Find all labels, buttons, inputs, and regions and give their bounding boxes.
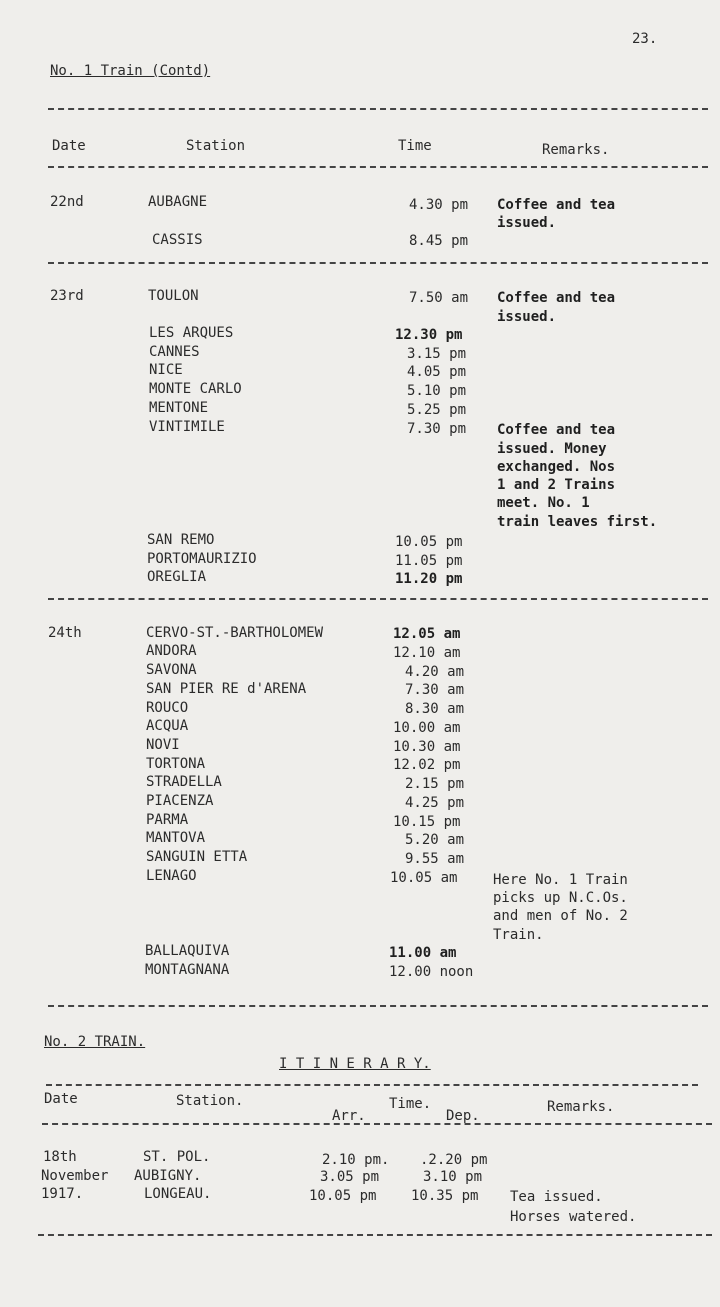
page-number: 23. <box>632 31 658 47</box>
station-cell: LES ARQUES <box>149 325 234 341</box>
station-cell: LENAGO <box>146 868 197 884</box>
date-cell: 1917. <box>41 1186 84 1202</box>
time-cell: 12.00 noon <box>389 964 474 980</box>
time-cell: 9.55 am <box>405 851 465 867</box>
station-cell: ACQUA <box>146 718 189 734</box>
time-cell: 10.05 am <box>390 870 458 886</box>
station-cell: AUBAGNE <box>148 194 208 210</box>
header-station: Station. <box>176 1093 244 1109</box>
date-cell: 24th <box>48 625 82 641</box>
divider <box>48 598 708 600</box>
station-cell: PIACENZA <box>146 793 214 809</box>
remark-line: issued. <box>497 309 557 325</box>
header-remarks: Remarks. <box>542 142 610 158</box>
time-cell: 4.20 am <box>405 664 465 680</box>
time-cell: 10.15 pm <box>393 814 461 830</box>
divider <box>46 1084 698 1086</box>
date-cell: 23rd <box>50 288 84 304</box>
station-cell: OREGLIA <box>147 569 207 585</box>
arr-cell: 3.05 pm <box>320 1169 380 1185</box>
date-cell: November <box>41 1168 109 1184</box>
header-dep: Dep. <box>446 1108 480 1124</box>
section-title: No. 1 Train (Contd) <box>50 63 211 79</box>
dep-cell: 3.10 pm <box>423 1169 483 1185</box>
remark-line: Here No. 1 Train <box>493 872 628 888</box>
divider <box>42 1123 712 1125</box>
time-cell: 5.20 am <box>405 832 465 848</box>
remark-line: Coffee and tea <box>497 197 616 213</box>
divider <box>48 166 708 168</box>
station-cell: ST. POL. <box>143 1149 211 1165</box>
dep-cell: 10.35 pm <box>411 1188 479 1204</box>
date-cell: 22nd <box>50 194 84 210</box>
date-cell: 18th <box>43 1149 77 1165</box>
time-cell: 12.30 pm <box>395 327 463 343</box>
remark-line: 1 and 2 Trains <box>497 477 616 493</box>
station-cell: MONTAGNANA <box>145 962 230 978</box>
station-cell: CERVO-ST.-BARTHOLOMEW <box>146 625 324 641</box>
time-cell: 11.20 pm <box>395 571 463 587</box>
itinerary-heading: I T I N E R A R Y. <box>279 1056 431 1072</box>
station-cell: SAN REMO <box>147 532 215 548</box>
remark-line: train leaves first. <box>497 514 658 530</box>
time-cell: 4.05 pm <box>407 364 467 380</box>
arr-cell: 2.10 pm. <box>322 1152 390 1168</box>
station-cell: VINTIMILE <box>149 419 225 435</box>
station-cell: STRADELLA <box>146 774 222 790</box>
station-cell: AUBIGNY. <box>134 1168 202 1184</box>
remark-line: Coffee and tea <box>497 422 616 438</box>
time-cell: 2.15 pm <box>405 776 465 792</box>
station-cell: PORTOMAURIZIO <box>147 551 257 567</box>
remark-line: issued. Money <box>497 441 607 457</box>
time-cell: 10.05 pm <box>395 534 463 550</box>
station-cell: TOULON <box>148 288 199 304</box>
header-date: Date <box>52 138 86 154</box>
divider <box>38 1234 712 1236</box>
time-cell: 8.45 pm <box>409 233 469 249</box>
time-cell: 3.15 pm <box>407 346 467 362</box>
remark-line: Horses watered. <box>510 1209 637 1225</box>
station-cell: SAVONA <box>146 662 197 678</box>
station-cell: ANDORA <box>146 643 197 659</box>
time-cell: 10.00 am <box>393 720 461 736</box>
remark-line: picks up N.C.Os. <box>493 890 628 906</box>
station-cell: CASSIS <box>152 232 203 248</box>
time-cell: 10.30 am <box>393 739 461 755</box>
time-cell: 4.30 pm <box>409 197 469 213</box>
time-cell: 7.30 am <box>405 682 465 698</box>
divider <box>48 108 708 110</box>
station-cell: ROUCO <box>146 700 189 716</box>
header-arr: Arr. <box>332 1108 366 1124</box>
station-cell: CANNES <box>149 344 200 360</box>
time-cell: 5.25 pm <box>407 402 467 418</box>
station-cell: TORTONA <box>146 756 206 772</box>
header-time: Time <box>398 138 432 154</box>
time-cell: 12.05 am <box>393 626 461 642</box>
time-cell: 4.25 pm <box>405 795 465 811</box>
station-cell: NICE <box>149 362 183 378</box>
header-time: Time. <box>389 1096 432 1112</box>
divider <box>48 1005 708 1007</box>
dep-cell: .2.20 pm <box>420 1152 488 1168</box>
station-cell: SAN PIER RE d'ARENA <box>146 681 307 697</box>
time-cell: 12.02 pm <box>393 757 461 773</box>
time-cell: 7.30 pm <box>407 421 467 437</box>
remark-line: Coffee and tea <box>497 290 616 306</box>
time-cell: 11.05 pm <box>395 553 463 569</box>
station-cell: MANTOVA <box>146 830 206 846</box>
header-date: Date <box>44 1091 78 1107</box>
divider <box>48 262 708 264</box>
time-cell: 12.10 am <box>393 645 461 661</box>
station-cell: SANGUIN ETTA <box>146 849 248 865</box>
station-cell: PARMA <box>146 812 189 828</box>
remark-line: Train. <box>493 927 544 943</box>
time-cell: 5.10 pm <box>407 383 467 399</box>
station-cell: MENTONE <box>149 400 209 416</box>
time-cell: 8.30 am <box>405 701 465 717</box>
arr-cell: 10.05 pm <box>309 1188 377 1204</box>
station-cell: NOVI <box>146 737 180 753</box>
header-station: Station <box>186 138 246 154</box>
time-cell: 11.00 am <box>389 945 457 961</box>
station-cell: MONTE CARLO <box>149 381 242 397</box>
remark-line: Tea issued. <box>510 1189 603 1205</box>
section-title: No. 2 TRAIN. <box>44 1034 146 1050</box>
station-cell: LONGEAU. <box>144 1186 212 1202</box>
remark-line: meet. No. 1 <box>497 495 590 511</box>
header-remarks: Remarks. <box>547 1099 615 1115</box>
remark-line: issued. <box>497 215 557 231</box>
time-cell: 7.50 am <box>409 290 469 306</box>
remark-line: and men of No. 2 <box>493 908 628 924</box>
station-cell: BALLAQUIVA <box>145 943 230 959</box>
remark-line: exchanged. Nos <box>497 459 616 475</box>
